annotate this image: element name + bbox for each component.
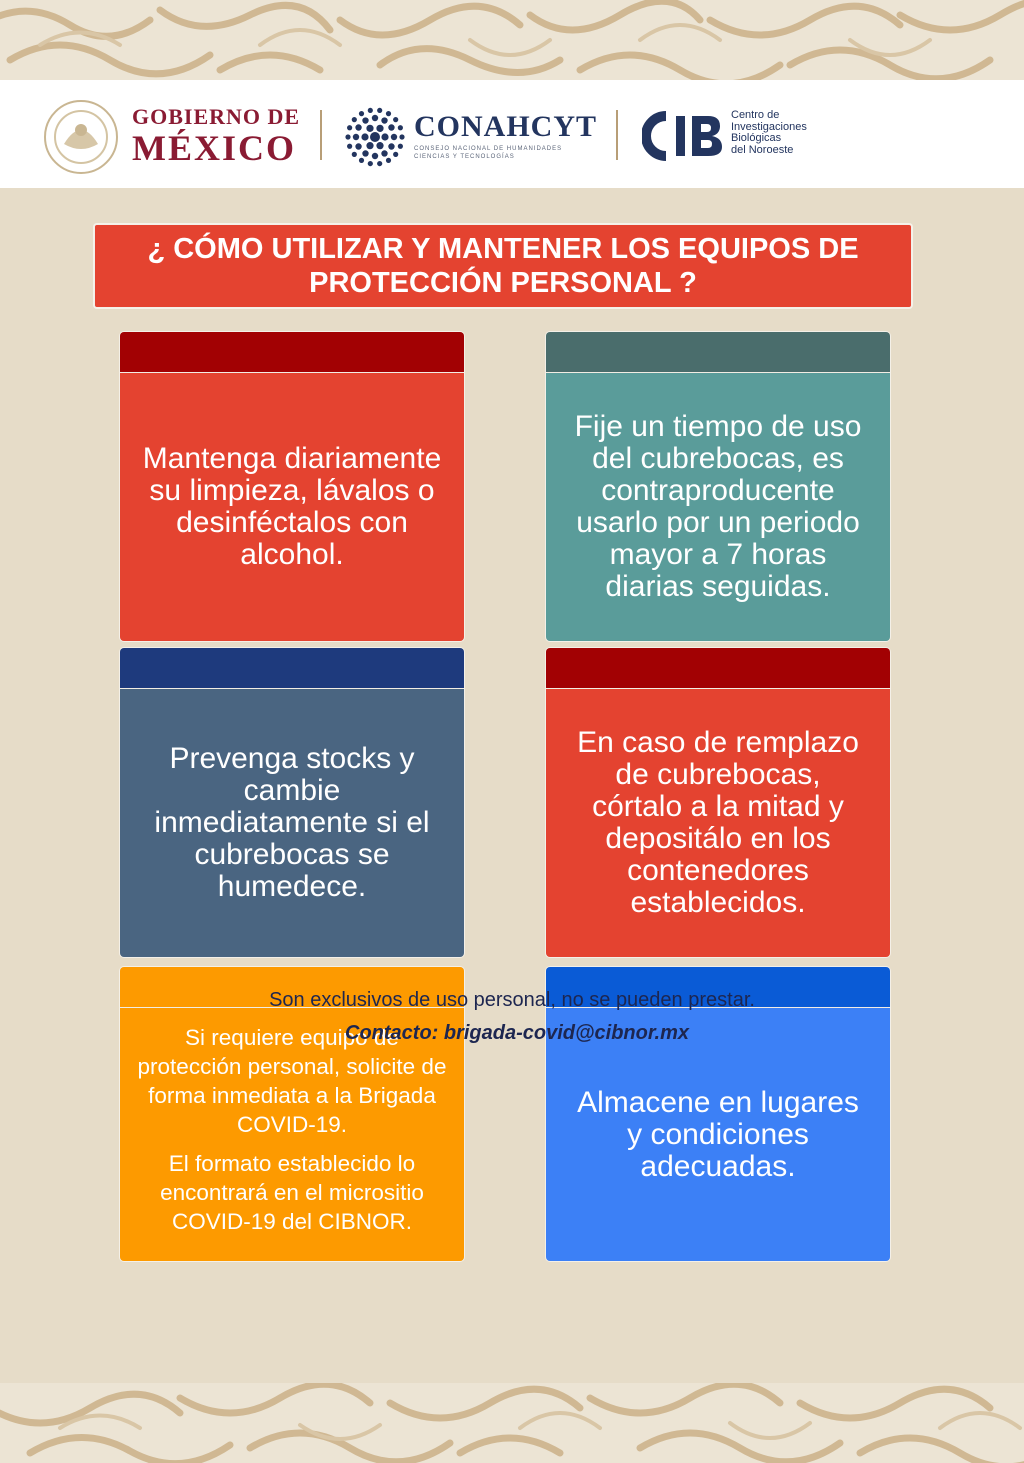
card-body bbox=[546, 372, 890, 641]
conahcyt-dots-logo-icon bbox=[344, 106, 406, 168]
cib-logo-icon bbox=[642, 110, 726, 162]
footer-note: Son exclusivos de uso personal, no se pueden prestar. bbox=[269, 989, 755, 1011]
tip-card-replacement bbox=[546, 648, 890, 957]
gobierno-logo-line1: GOBIERNO DE bbox=[132, 104, 301, 129]
decorative-pattern-band-bottom bbox=[0, 1383, 1024, 1463]
gobierno-de-mexico-logo bbox=[132, 106, 300, 166]
conahcyt-logo-name: CONAHCYT bbox=[414, 110, 598, 143]
conahcyt-logo-subtitle: CONSEJO NACIONAL DE HUMANIDADES CIENCIAS Y TECNOLOGÍAS bbox=[414, 146, 563, 160]
cib-logo-line: Centro de bbox=[731, 109, 780, 121]
card-header-bar bbox=[546, 648, 890, 688]
tip-card-cleaning bbox=[120, 332, 464, 641]
logo-divider bbox=[616, 110, 618, 160]
cib-logo-line: del Noroeste bbox=[731, 143, 794, 156]
card-text: En caso de remplazo de cubrebocas, córtalo a la mitad y depositálo en los contenedores establecidos. bbox=[577, 726, 859, 919]
card-text bbox=[132, 1023, 452, 1246]
tip-card-usage-time bbox=[546, 332, 890, 641]
card-text: Fije un tiempo de uso del cubrebocas, es contraproducente usarlo por un periodo mayor a 7 horas diarias seguidas. bbox=[574, 410, 862, 603]
mexico-coat-of-arms-icon bbox=[42, 98, 120, 176]
card-body bbox=[120, 688, 464, 957]
decorative-pattern-band-top bbox=[0, 0, 1024, 80]
card-body bbox=[120, 1007, 464, 1261]
tip-card-stocks bbox=[120, 648, 464, 957]
card-header-bar bbox=[120, 332, 464, 372]
gobierno-logo-line2: MÉXICO bbox=[132, 128, 296, 168]
logo-divider bbox=[320, 110, 322, 160]
card-header-bar bbox=[120, 648, 464, 688]
cib-logo-line: Investigaciones bbox=[731, 120, 807, 133]
cib-logo-text bbox=[731, 110, 807, 156]
card-paragraph: El formato establecido lo encontrará en el micrositio COVID-19 del CIBNOR. bbox=[160, 1151, 424, 1234]
cib-logo-line: Biológicas bbox=[731, 132, 782, 145]
card-body bbox=[546, 688, 890, 957]
card-text: Prevenga stocks y cambie inmediatamente si el cubrebocas se humedece. bbox=[154, 742, 430, 903]
card-header-bar bbox=[546, 332, 890, 372]
card-body bbox=[120, 372, 464, 641]
card-text: Mantenga diariamente su limpieza, lávalos o desinféctalos con alcohol. bbox=[142, 442, 442, 571]
page-title: ¿ CÓMO UTILIZAR Y MANTENER LOS EQUIPOS DE PROTECCIÓN PERSONAL ? bbox=[147, 233, 859, 299]
footer-contact: Contacto: brigada-covid@cibnor.mx bbox=[345, 1022, 689, 1044]
card-text: Almacene en lugares y condiciones adecuadas. bbox=[577, 1085, 859, 1183]
title-banner bbox=[94, 224, 912, 308]
card-body bbox=[546, 1007, 890, 1261]
card-paragraph: Si requiere equipo de protección personal, solicite de forma inmediata a la Brigada COVID-19. bbox=[137, 1025, 447, 1137]
logo-header bbox=[0, 80, 1024, 188]
